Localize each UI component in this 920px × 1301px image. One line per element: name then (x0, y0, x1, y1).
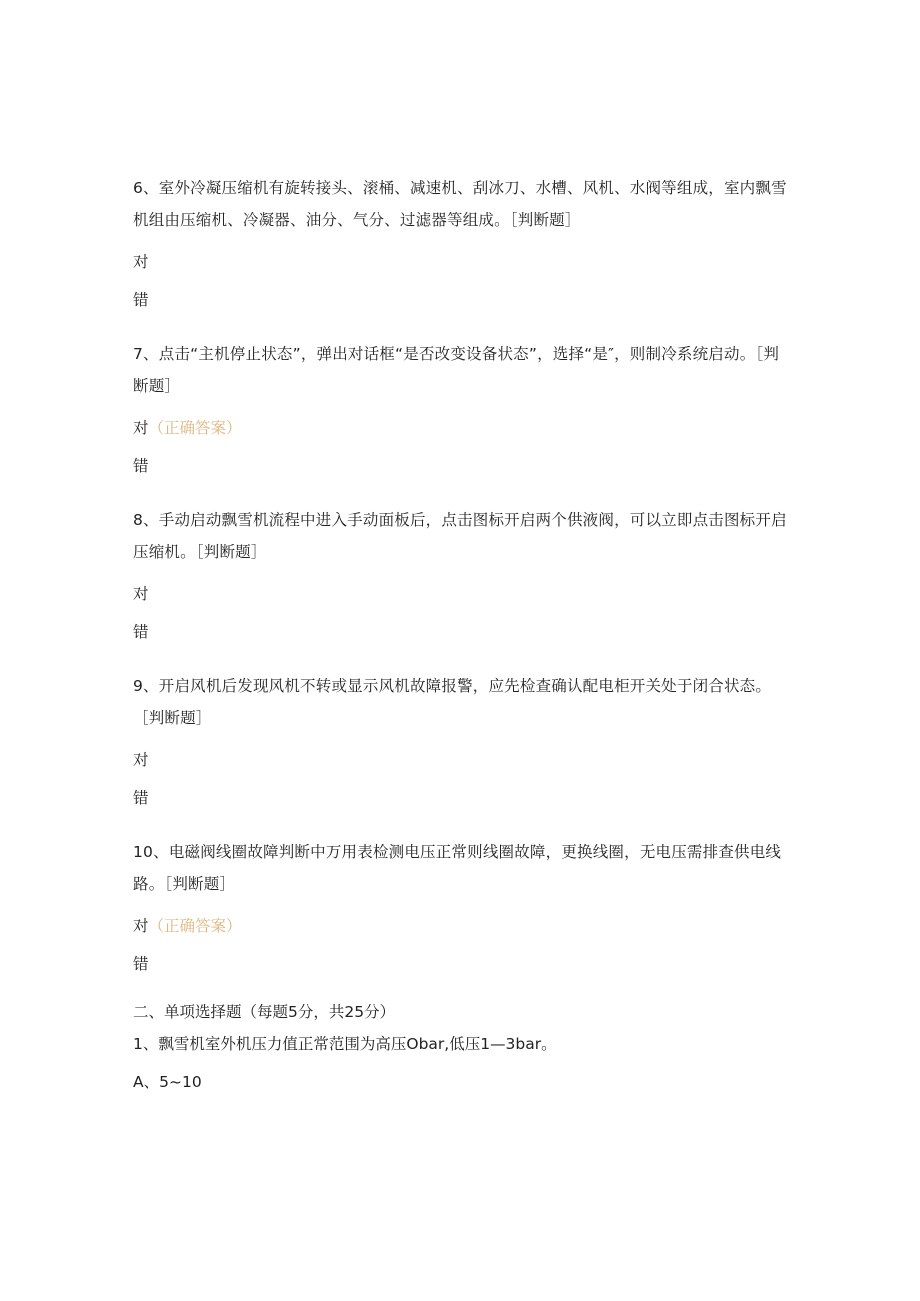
correct-answer-mark: （正确答案） (148, 419, 242, 437)
document-page (133, 172, 793, 1092)
question-8 (133, 504, 793, 642)
question-10 (133, 836, 793, 974)
question-text: 7、点击“主机停止状态”，弹出对话框“是否改变设备状态”，选择“是″，则制冷系统启动。［判断题］ (133, 345, 780, 395)
mc-option-a[interactable]: A、5~10 (133, 1073, 202, 1091)
option-label: 错 (133, 457, 149, 475)
question-6 (133, 172, 793, 310)
option-false[interactable] (133, 954, 793, 974)
question-text: 10、电磁阀线圈故障判断中万用表检测电压正常则线圈故障，更换线圈，无电压需排查供电线路。［判断题］ (133, 843, 782, 893)
option-label: 错 (133, 291, 149, 309)
option-label: 对 (133, 419, 149, 437)
option-true[interactable] (133, 584, 793, 604)
option-label: 对 (133, 253, 149, 271)
option-true[interactable] (133, 750, 793, 770)
question-9 (133, 670, 793, 808)
section-heading: 二、单项选择题（每题5分，共25分） (133, 1003, 396, 1021)
option-label: 错 (133, 623, 149, 641)
question-text: 8、手动启动飘雪机流程中进入手动面板后，点击图标开启两个供液阀，可以立即点击图标开启压缩机。［判断题］ (133, 511, 787, 561)
option-label: 对 (133, 917, 149, 935)
question-7 (133, 338, 793, 476)
option-false[interactable] (133, 290, 793, 310)
option-true[interactable] (133, 418, 793, 438)
question-text: 9、开启风机后发现风机不转或显示风机故障报警，应先检查确认配电柜开关处于闭合状态。［判断题］ (133, 677, 772, 727)
correct-answer-mark: （正确答案） (148, 917, 242, 935)
option-true[interactable] (133, 916, 793, 936)
option-label: 对 (133, 751, 149, 769)
option-false[interactable] (133, 788, 793, 808)
question-text: 6、室外冷凝压缩机有旋转接头、滚桶、减速机、刮冰刀、水槽、风机、水阀等组成，室内飘雪机组由压缩机、冷凝器、油分、气分、过滤器等组成。［判断题］ (133, 179, 787, 229)
option-false[interactable] (133, 456, 793, 476)
option-label: 错 (133, 789, 149, 807)
option-false[interactable] (133, 622, 793, 642)
option-label: 错 (133, 955, 149, 973)
option-label: 对 (133, 585, 149, 603)
option-true[interactable] (133, 252, 793, 272)
mc-question-text: 1、飘雪机室外机压力值正常范围为高压Obar,低压1—3bar。 (133, 1035, 557, 1053)
